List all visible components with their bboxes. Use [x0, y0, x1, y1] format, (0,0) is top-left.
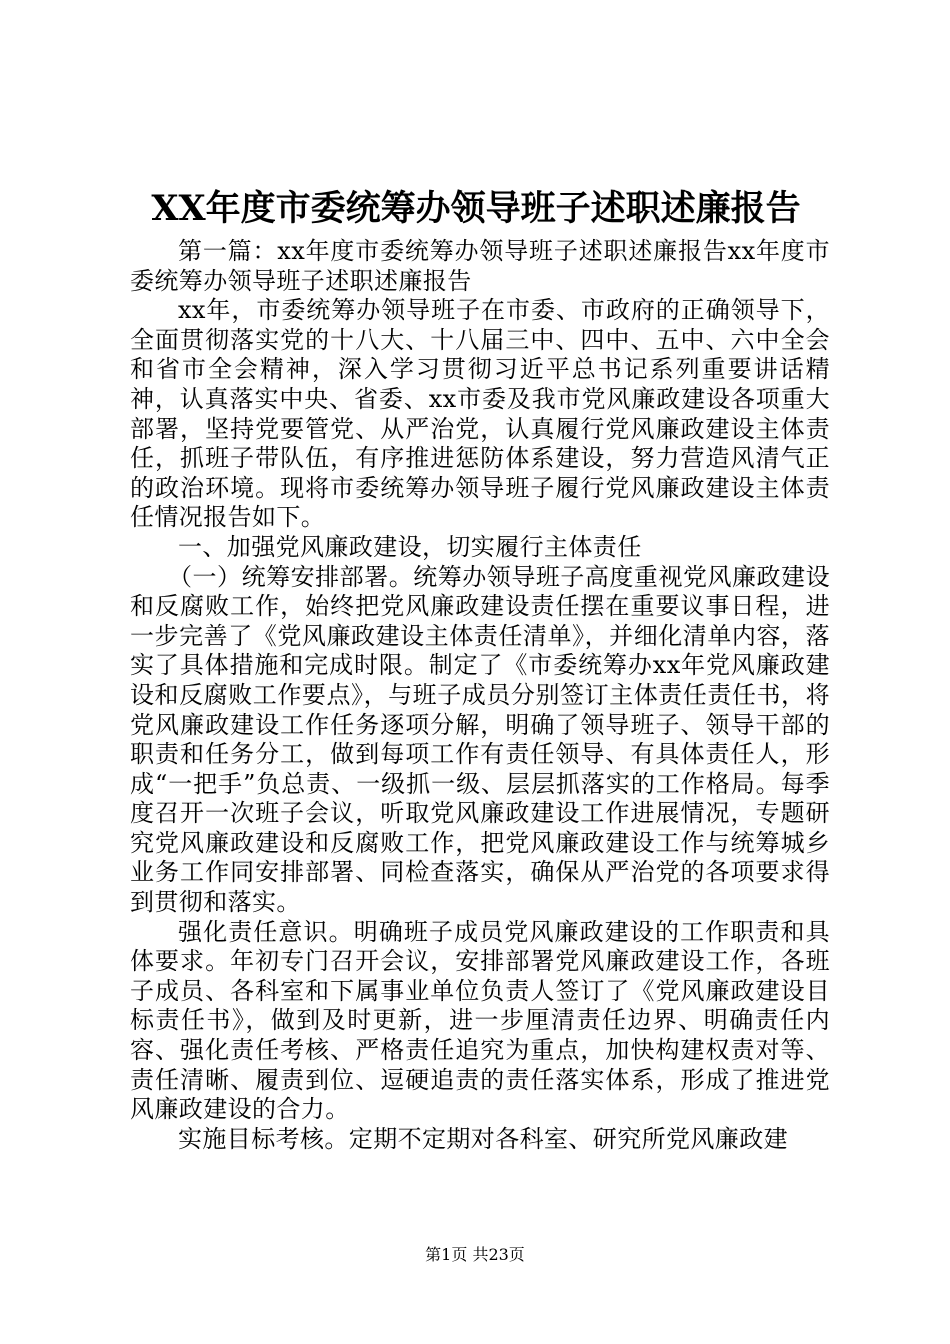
document-title: XX年度市委统筹办领导班子述职述廉报告: [151, 188, 801, 229]
page-number-footer: 第1页 共23页: [425, 1245, 525, 1264]
paragraph-assessment: 实施目标考核。定期不定期对各科室、研究所党风廉政建: [178, 1124, 788, 1153]
section-heading-1: 一、加强党风廉政建设，切实履行主体责任: [178, 532, 642, 561]
paragraph-arrangement: （一）统筹安排部署。统筹办领导班子高度重视党风廉政建设和反腐败工作，始终把党风廉政建设责任摆在重要议事日程，进一步完善了《党风廉政建设主体责任清单》，并细化清单内容，落实了具体措施和完成时限。制定了《市委统筹办xx年党风廉政建设和反腐败工作要点》，与班子成员分别签订主体责任责任书，将党风廉政建设工作任务逐项分解，明确了领导班子、领导干部的职责和任务分工，做到每项工作有责任领导、有具体责任人，形成“一把手”负总责、一级抓一级、层层抓落实的工作格局。每季度召开一次班子会议，听取党风廉政建设工作进展情况，专题研究党风廉政建设和反腐败工作，把党风廉政建设工作与统筹城乡业务工作同安排部署、同检查落实，确保从严治党的各项要求得到贯彻和落实。: [130, 562, 830, 917]
paragraph-overview: xx年，市委统筹办领导班子在市委、市政府的正确领导下，全面贯彻落实党的十八大、十八届三中、四中、五中、六中全会和省市全会精神，深入学习贯彻习近平总书记系列重要讲话精神，认真落实中央、省委、xx市委及我市党风廉政建设各项重大部署，坚持党要管党、从严治党，认真履行党风廉政建设主体责任，抓班子带队伍，有序推进惩防体系建设，努力营造风清气正的政治环境。现将市委统筹办领导班子履行党风廉政建设主体责任情况报告如下。: [130, 296, 830, 532]
paragraph-intro: 第一篇：xx年度市委统筹办领导班子述职述廉报告xx年度市委统筹办领导班子述职述廉报告: [130, 237, 830, 295]
document-page: [130, 185, 830, 1154]
paragraph-responsibility: 强化责任意识。明确班子成员党风廉政建设的工作职责和具体要求。年初专门召开会议，安排部署党风廉政建设工作，各班子成员、各科室和下属事业单位负责人签订了《党风廉政建设目标责任书》，做到及时更新，进一步厘清责任边界、明确责任内容、强化责任考核、严格责任追究为重点，加快构建权责对等、责任清晰、履责到位、逗硬追责的责任落实体系，形成了推进党风廉政建设的合力。: [130, 917, 830, 1124]
